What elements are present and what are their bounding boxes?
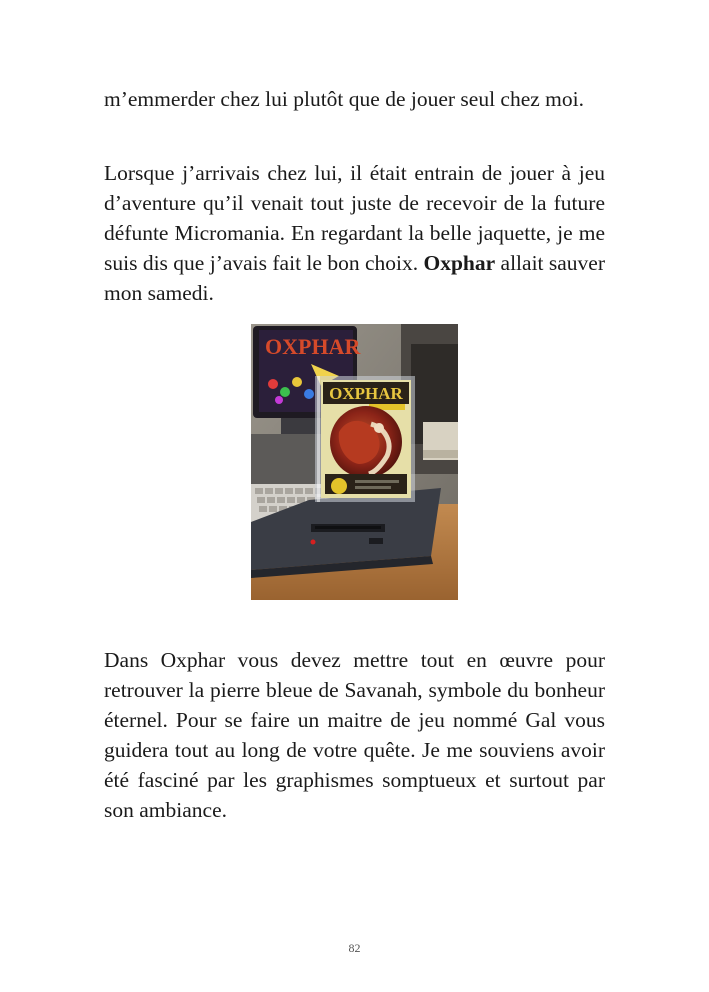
page-number: 82 bbox=[348, 941, 361, 955]
paragraph-game-description: Dans Oxphar vous devez mettre tout en œuvre pour retrouver la pierre bleue de Savanah, symbole du bonheur éternel. Pour se faire un maitre de jeu nommé Gal vous guidera tout au long de votre quête. Je me souviens avoir été fasciné par les graphismes somptueux et surtout par son ambiance. bbox=[104, 648, 605, 822]
oxphar-cassette-photo bbox=[251, 324, 458, 600]
paragraph-arrival-tail: allait sauver mon samedi. bbox=[104, 251, 605, 305]
game-title-bold: Oxphar bbox=[423, 251, 496, 275]
paragraph-arrival-text: Lorsque j’arrivais chez lui, il était entrain de jouer à jeu d’aventure qu’il venait tout juste de recevoir de la future défunte Micromania. En regardant la belle jaquette, je me suis dis que j’avais fait le bon choix. bbox=[104, 161, 605, 275]
paragraph-continuation: m’emmerder chez lui plutôt que de jouer seul chez moi. bbox=[104, 87, 584, 111]
svg-text:OXPHAR: OXPHAR bbox=[265, 334, 361, 359]
cover-title: OXPHAR bbox=[329, 384, 403, 403]
paragraph-arrival bbox=[104, 158, 605, 308]
